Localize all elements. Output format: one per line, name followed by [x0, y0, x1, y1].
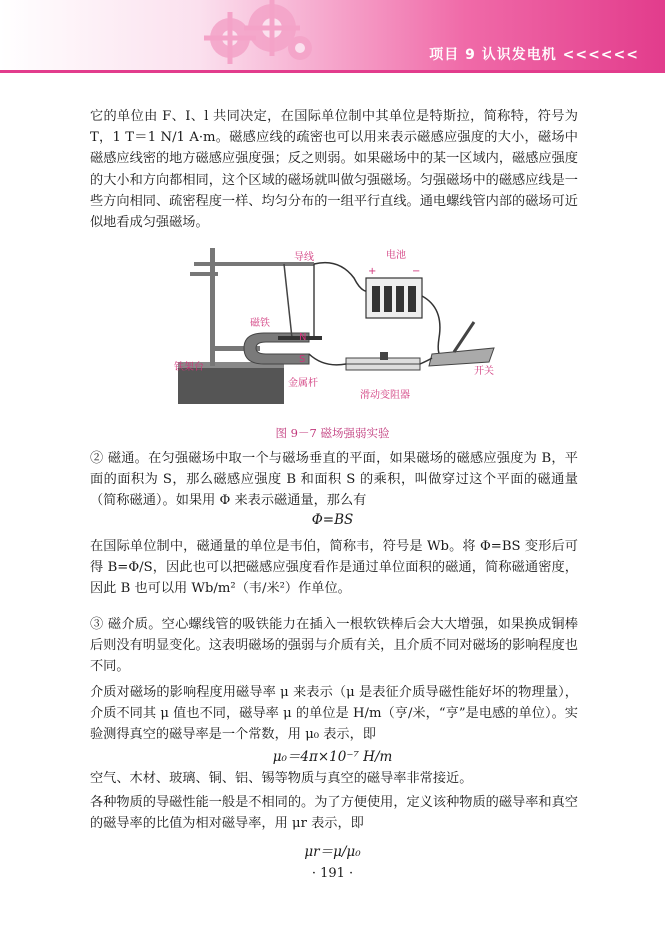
paragraph-permeability: 介质对磁场的影响程度用磁导率 μ 来表示（μ 是表征介质导磁性能好坏的物理量），介质不同其 μ 值也不同，磁导率 μ 的单位是 H/m（亨/米，“亨”是电感的单位）。实验测得真空的磁导率是一个常数，用 μ₀ 表示，即: [90, 685, 578, 743]
chapter-title: 项目 9 认识发电机 <<<<<<: [429, 47, 639, 63]
page-number: · 191 ·: [311, 866, 354, 881]
label-wire: 导线: [294, 252, 314, 263]
label-rheostat: 滑动变阻器: [360, 390, 410, 401]
label-battery: 电池: [386, 250, 406, 261]
paragraph-weber-unit: 在国际单位制中，磁通量的单位是韦伯，简称韦，符号是 Wb。将 Φ=BS 变形后可得 B=Φ/S，因此也可以把磁感应强度看作是通过单位面积的磁通，简称磁通密度，因此 B 也可以用 Wb/m²（韦/米²）作单位。: [90, 539, 578, 597]
wire: [314, 263, 377, 292]
magnetic-field-experiment-figure: [174, 238, 504, 418]
paragraph-relative-permeability: 各种物质的导磁性能一般是不相同的。为了方便使用，定义该种物质的磁导率和真空的磁导率的比值为相对磁导率，用 μr 表示，即: [90, 795, 578, 832]
label-minus: −: [412, 266, 421, 277]
gear-decoration-icon: [200, 0, 320, 70]
formula-flux: Φ=BS: [311, 512, 354, 528]
label-magnet: 磁铁: [250, 318, 270, 329]
label-north: N: [299, 332, 307, 343]
paragraph-similar-materials: 空气、木材、玻璃、铜、铝、锡等物质与真空的磁导率非常接近。: [90, 771, 473, 786]
label-plus: +: [368, 266, 377, 277]
paragraph-tesla-definition: 它的单位由 F、I、l 共同决定，在国际单位制中其单位是特斯拉，简称特，符号为 T，1 T＝1 N/1 A·m。磁感应线的疏密也可以用来表示磁感应强度的大小，磁场中磁感应线密的地方磁感应强度强；反之则弱。如果磁场中的某一区域内，磁感应强度的大小和方向都相同，这个区域的磁场就叫做匀强磁场。匀强磁场中的磁感应线是一些方向相同、疏密程度一样、均匀分布的一组平行直线。通电螺线管内部的磁场可近似地看成匀强磁场。: [90, 109, 578, 231]
label-south: S: [299, 354, 306, 365]
figure-caption: 图 9－7 磁场强弱实验: [275, 426, 390, 440]
header-divider: [0, 70, 665, 73]
label-rod: 金属杆: [288, 378, 318, 389]
paragraph-magnetic-flux: ② 磁通。在匀强磁场中取一个与磁场垂直的平面，如果磁场的磁感应强度为 B，平面的面积为 S，那么磁感应强度 B 和面积 S 的乘积，叫做穿过这个平面的磁通量（简称磁通）。如果用 Φ 来表示磁通量，那么有: [90, 451, 578, 509]
label-switch: 开关: [474, 366, 494, 377]
page-header-band: [0, 0, 665, 72]
formula-relative-permeability: μr＝μ/μ₀: [304, 844, 361, 860]
paragraph-magnetic-medium: ③ 磁介质。空心螺线管的吸铁能力在插入一根软铁棒后会大大增强，如果换成铜棒后则没有明显变化。这表明磁场的强弱与介质有关，且介质不同对磁场的影响程度也不同。: [90, 617, 578, 675]
label-stand: 铁架台: [174, 362, 204, 373]
formula-vacuum-permeability: μ₀＝4π×10⁻⁷ H/m: [272, 749, 393, 765]
